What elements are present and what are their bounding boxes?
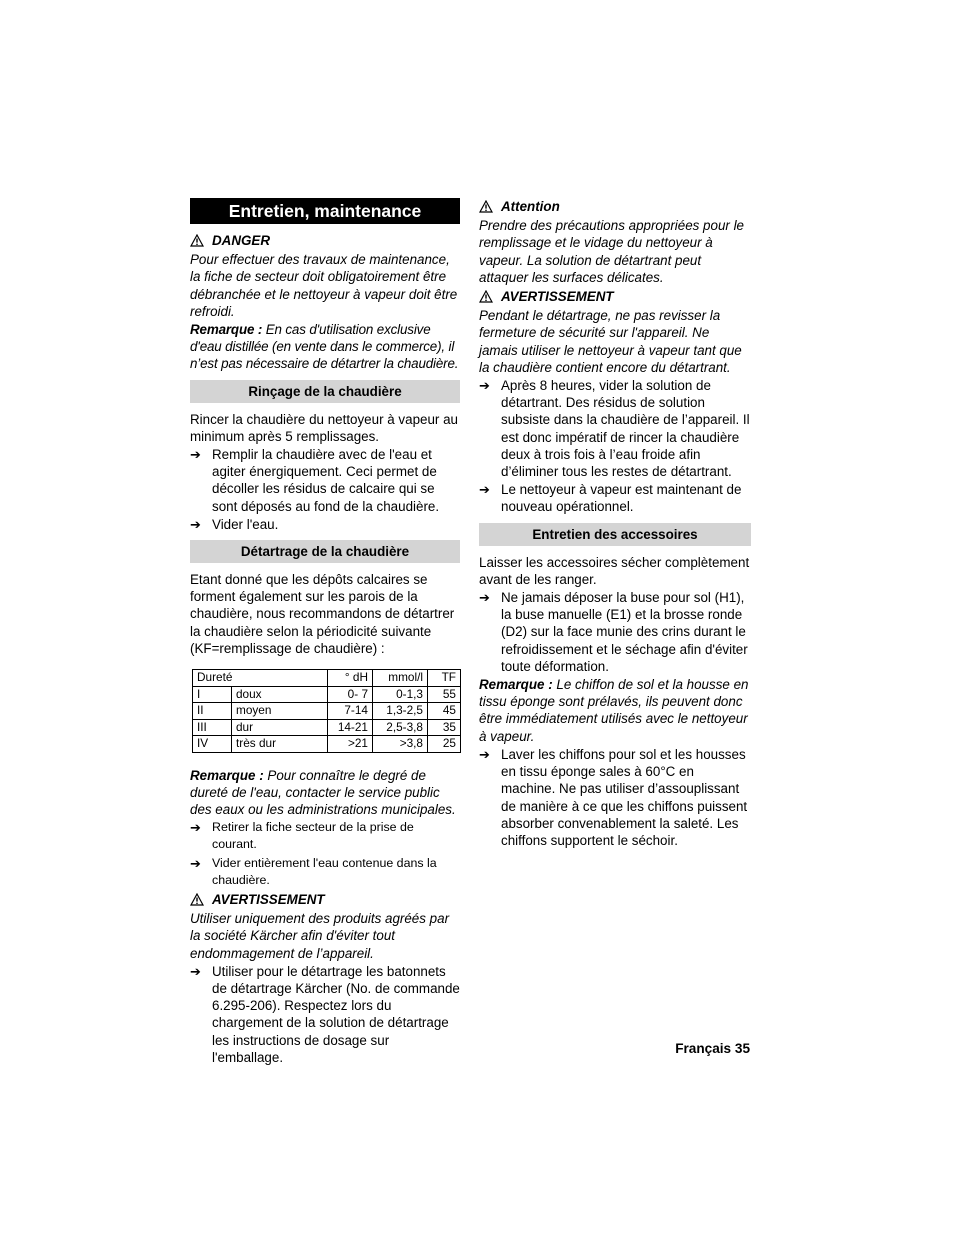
danger-heading [190,232,460,249]
arrow-right-icon: ➔ [479,482,490,498]
table-cell: I [193,686,232,703]
right-column [479,196,751,850]
warning-label: AVERTISSEMENT [212,891,325,907]
note-text: Pour connaître le degré de dureté de l'eau, contacter le service public des eaux ou les administrations municipales. [190,767,456,817]
table-cell: 2,5-3,8 [373,719,428,736]
note-label: Remarque : [190,767,264,783]
note-label: Remarque : [190,322,263,338]
warning-triangle-icon [190,893,204,906]
table-row [193,736,461,753]
rinsing-intro: Rincer la chaudière du nettoyeur à vapeur au minimum après 5 remplissages. [190,411,458,444]
warning-text: Utiliser uniquement des produits agréés par la société Kärcher afin d'éviter tout endommagement de l’appareil. [190,911,450,961]
note-cloth [479,676,751,745]
page-number: Français 35 [675,1041,750,1056]
danger-text: Pour effectuer des travaux de maintenance, la fiche de secteur doit obligatoirement être débranchée et le nettoyeur à vapeur doit être refroidi. [190,252,458,319]
note-hardness [190,767,460,819]
warning-label: AVERTISSEMENT [501,289,614,305]
warning-heading [479,288,751,305]
table-row [193,703,461,720]
left-column [190,196,460,1067]
warning-text: Pendant le détartrage, ne pas revisser la fermeture de sécurité sur l'appareil. Ne jamais utiliser le nettoyeur à vapeur tant que la chaudière contient encore du détartrant. [479,308,742,375]
list-item [479,746,751,849]
table-cell: 0- 7 [328,686,373,703]
table-header-row [193,670,461,687]
list-item [190,516,460,533]
list-item-text: Vider entièrement l'eau contenue dans la chaudière. [212,855,437,887]
accessories-intro: Laisser les accessoires sécher complètement avant de les ranger. [479,554,750,587]
table-header: Dureté [193,670,328,687]
list-item-text: Vider l'eau. [212,516,279,532]
list-item-text: Ne jamais déposer la buse pour sol (H1), la buse manuelle (E1) et la brosse ronde (D2) sur la face munie des crins durant le refroidissement et le séchage afin d'éviter toute déformation. [501,590,748,674]
note-label: Remarque : [479,677,553,693]
hardness-table [192,669,461,753]
table-cell: 55 [428,686,461,703]
table-cell: moyen [232,703,328,720]
arrow-right-icon: ➔ [479,746,490,762]
attention-label: Attention [501,199,560,214]
note-text: Le chiffon de sol et la housse en tissu éponge sont prélavés, ils peuvent donc être immédiatement utilisés avec le nettoyeur à vapeur. [479,677,749,744]
descaling-intro: Etant donné que les dépôts calcaires se forment également sur les parois de la chaudière, nous recommandons de détartrer la chaudière selon la périodicité suivante (KF=remplissage de chaudière) : [190,572,455,656]
page-title: Entretien, maintenance [190,198,460,224]
note-distilled [190,321,460,373]
attention-text: Prendre des précautions appropriées pour le remplissage et le vidage du nettoyeur à vapeur. La solution de détartrant peut attaquer les surfaces délicates. [479,218,745,285]
table-cell: très dur [232,736,328,753]
list-item [190,963,460,1066]
table-header: mmol/l [373,670,428,687]
table-cell: II [193,703,232,720]
table-cell: >3,8 [373,736,428,753]
section-title-descaling: Détartrage de la chaudière [190,540,460,563]
table-row [193,686,461,703]
table-header: ° dH [328,670,373,687]
table-header: TF [428,670,461,687]
table-cell: 0-1,3 [373,686,428,703]
table-cell: dur [232,719,328,736]
table-cell: >21 [328,736,373,753]
list-item-text: Utiliser pour le détartrage les batonnets de détartrage Kärcher (No. de commande 6.295-206). Respectez lors du chargement de la solution de détartrage les instructions de dosage sur l'emballage. [212,963,460,1065]
warning-triangle-icon [190,234,204,247]
list-item-text: Laver les chiffons pour sol et les housses en tissu éponge sales à 60°C en machine. Ne pas utiliser d’assouplissant de manière à ce que les chiffons puissent absorber convenablement la saleté. Les chiffons supportent le séchoir. [501,746,748,848]
section-title-rinsing: Rinçage de la chaudière [190,380,460,403]
list-item-text: Après 8 heures, vider la solution de détartrant. Des résidus de solution subsiste dans la chaudière de l’appareil. Il est donc impératif de rincer la chaudière deux à trois fois à l’eau froide afin d’éliminer tous les restes de détartrant. [501,378,750,480]
list-item [190,446,460,515]
arrow-right-icon: ➔ [190,516,201,532]
table-cell: doux [232,686,328,703]
list-item-text: Le nettoyeur à vapeur est maintenant de nouveau opérationnel. [501,482,742,515]
arrow-right-icon: ➔ [190,963,201,979]
list-item [190,819,460,853]
list-item [479,481,751,515]
section-title-accessories: Entretien des accessoires [479,523,751,546]
list-item-text: Retirer la fiche secteur de la prise de courant. [212,820,414,852]
list-item-text: Remplir la chaudière avec de l'eau et agiter énergiquement. Ceci permet de décoller les résidus de calcaire qui se sont déposés au fond de la chaudière. [212,447,440,514]
table-cell: 25 [428,736,461,753]
list-item [190,855,460,889]
table-cell: 35 [428,719,461,736]
table-cell: 7-14 [328,703,373,720]
danger-label: DANGER [212,233,271,248]
arrow-right-icon: ➔ [479,590,490,606]
warning-triangle-icon [479,200,493,213]
table-cell: 45 [428,703,461,720]
attention-heading [479,198,751,215]
arrow-right-icon: ➔ [190,447,201,463]
table-cell: 1,3-2,5 [373,703,428,720]
list-item [479,377,751,480]
table-row [193,719,461,736]
table-cell: III [193,719,232,736]
warning-heading [190,891,460,908]
note-text: En cas d'utilisation exclusive d'eau distillée (en vente dans le commerce), il n’est pas nécessaire de détartrer la chaudière. [190,322,459,372]
table-cell: IV [193,736,232,753]
arrow-right-icon: ➔ [190,820,201,836]
arrow-right-icon: ➔ [190,855,201,871]
arrow-right-icon: ➔ [479,378,490,394]
table-cell: 14-21 [328,719,373,736]
warning-triangle-icon [479,290,493,303]
list-item [479,589,751,675]
